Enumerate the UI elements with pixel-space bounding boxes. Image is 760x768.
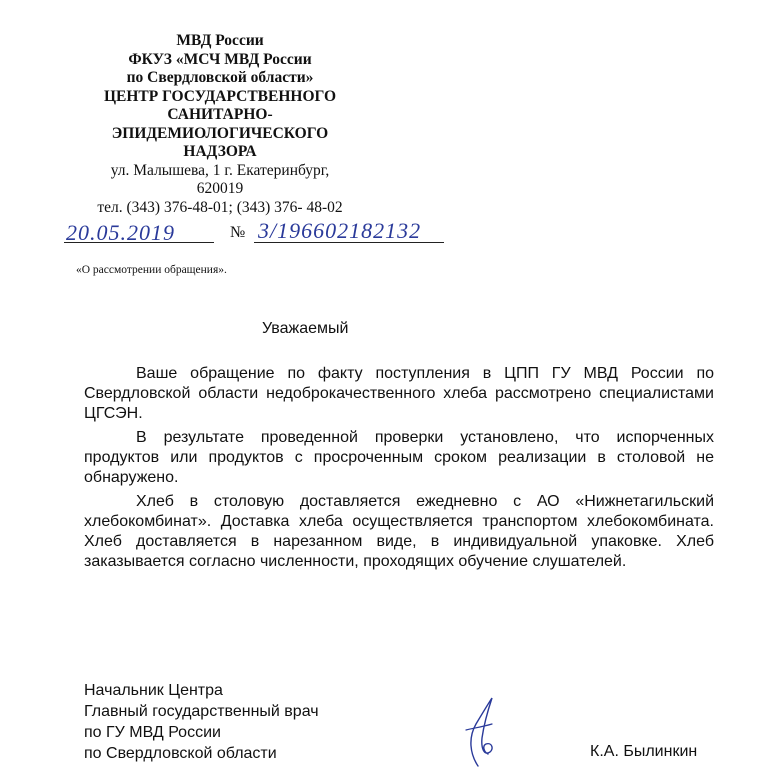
registration-date: 20.05.2019 — [66, 220, 175, 245]
number-underline — [254, 242, 444, 243]
letterhead-center-4: НАДЗОРА — [183, 143, 257, 160]
letterhead-org: ФКУЗ «МСЧ МВД России — [128, 50, 312, 68]
letterhead-center-2: САНИТАРНО- — [167, 106, 273, 123]
signature-block — [84, 680, 319, 764]
letterhead-address-2: 620019 — [196, 180, 244, 197]
paragraph: Ваше обращение по факту поступления в ЦПП ГУ МВД России по Свердловской области недоброкачественного хлеба рассмотрено специалистами ЦГСЭН. — [84, 365, 714, 422]
letterhead-phones: тел. (343) 376-48-01; (343) 376- 48-02 — [97, 198, 343, 216]
signer-title-4: по Свердловской области — [84, 745, 277, 762]
letterhead-center-1: ЦЕНТР ГОСУДАРСТВЕННОГО — [103, 87, 337, 105]
signer-title-1: Начальник Центра — [84, 682, 223, 699]
registration-number: 3/196602182132 — [258, 218, 422, 243]
signer-title-2: Главный государственный врач — [84, 703, 319, 720]
letterhead-address-1: ул. Малышева, 1 г. Екатеринбург, — [110, 161, 330, 179]
letter-body — [84, 364, 714, 576]
letterhead-center-3: ЭПИДЕМИОЛОГИЧЕСКОГО — [111, 124, 329, 142]
letterhead-ministry: МВД России — [176, 32, 264, 49]
handwritten-signature — [448, 694, 508, 768]
letterhead — [60, 32, 380, 217]
letterhead-region: по Свердловской области» — [126, 69, 314, 86]
signer-title-3: по ГУ МВД России — [84, 724, 221, 741]
date-underline — [64, 242, 214, 243]
paragraph: Хлеб в столовую доставляется ежедневно с АО «Нижнетагильский хлебокомбинат». Доставка хлеба осуществляется транспортом хлебокомбината. Хлеб доставляется в нарезанном виде, в индивидуальной упаковке. Хлеб заказывается согласно численности, проходящих обучение слушателей. — [84, 493, 714, 570]
signer-name: К.А. Былинкин — [590, 743, 698, 760]
registration-line — [60, 216, 460, 246]
paragraph: В результате проведенной проверки установлено, что испорченных продуктов или продуктов с просроченным сроком реализации в столовой не обнаружено. — [84, 429, 714, 486]
number-sign: № — [230, 224, 246, 241]
greeting: Уважаемый — [262, 320, 349, 337]
subject-line: «О рассмотрении обращения». — [76, 264, 227, 276]
